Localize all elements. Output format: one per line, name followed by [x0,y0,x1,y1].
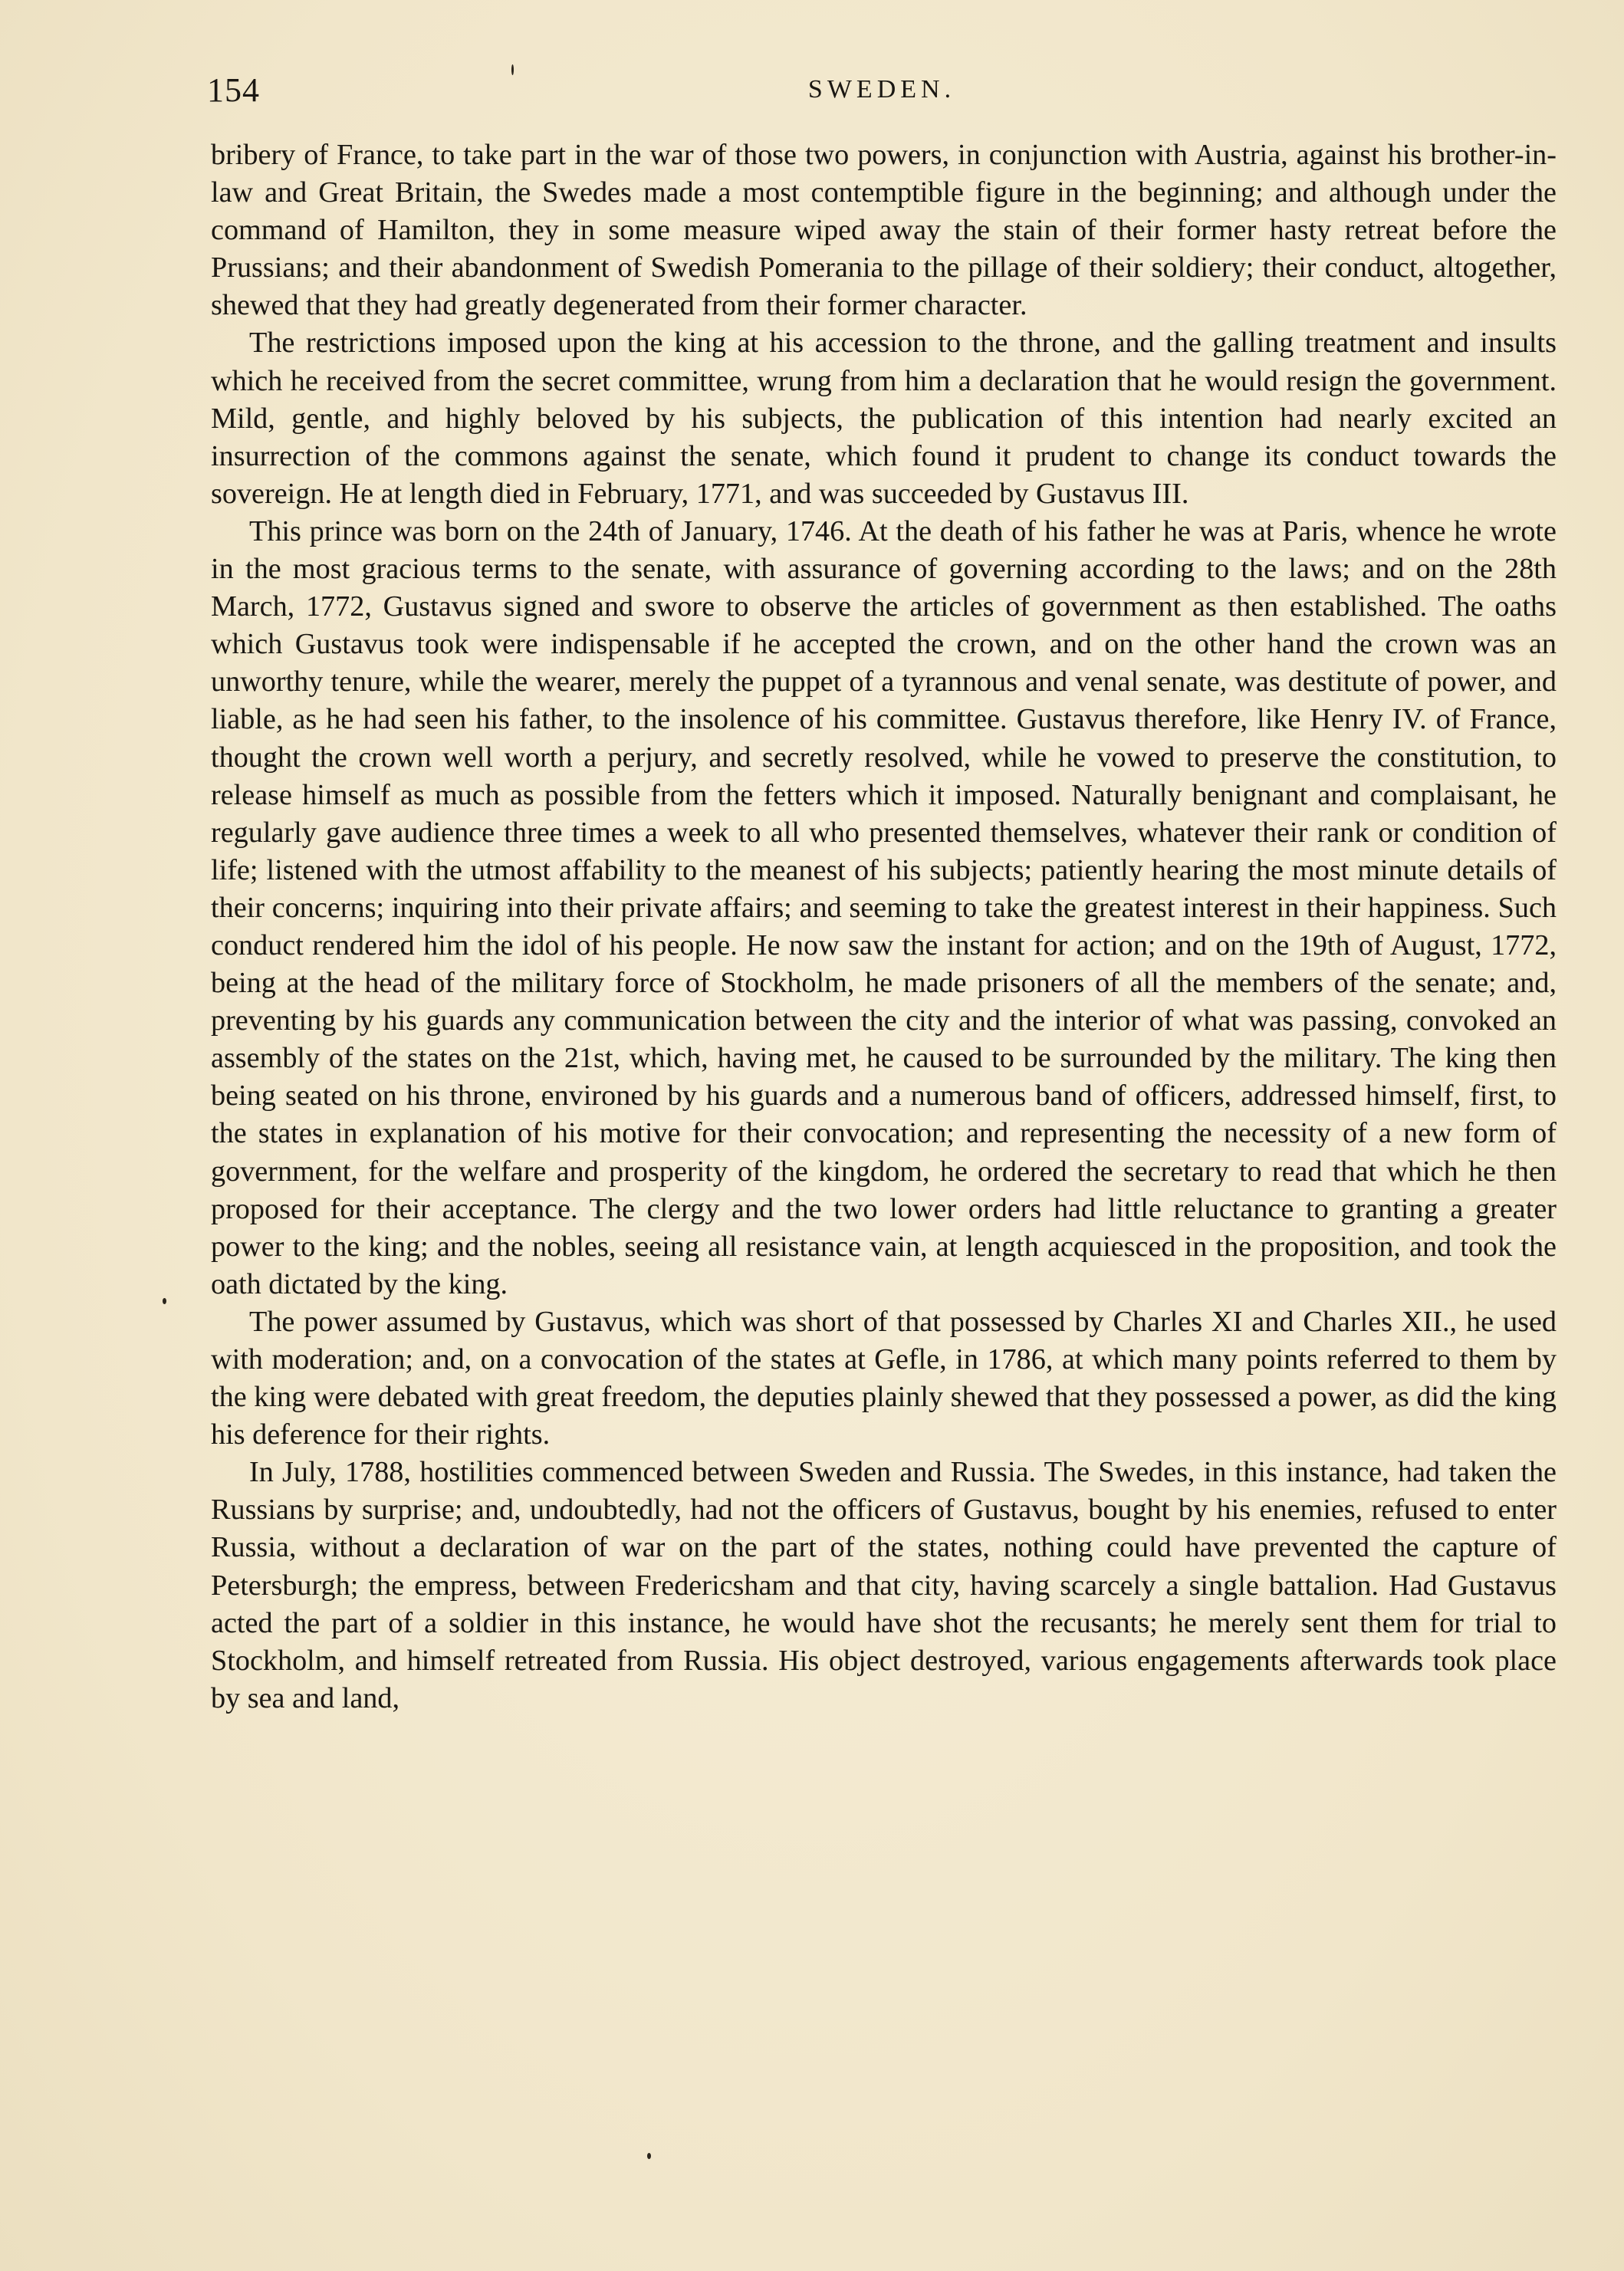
stray-ink-mark [647,2153,651,2159]
paragraph-continued: bribery of France, to take part in the war of those two powers, in conjunction with Austria, against his brother-in-law and Great Britain, the Swedes made a most contemptible figure in the beginning; and although under the command of Hamilton, they in some measure wiped away the stain of their former hasty retreat before the Prussians; and their abandonment of Swedish Pomerania to the pillage of their soldiery; their conduct, altogether, shewed that they had greatly degenerated from their former character. [211,139,1557,322]
paragraph-gustavus-iii: This prince was born on the 24th of January, 1746. At the death of his father he was at Paris, whence he wrote in the most gracious terms to the senate, with assurance of governing according to the laws; and on the 28th March, 1772, Gustavus signed and swore to observe the articles of government as then established. The oaths which Gustavus took were indispensable if he accepted the crown, and on the other hand the crown was an unworthy tenure, while the wearer, merely the puppet of a tyrannous and venal senate, was destitute of power, and liable, as he had seen his father, to the insolence of his committee. Gustavus therefore, like Henry IV. of France, thought the crown well worth a perjury, and secretly resolved, while he vowed to preserve the constitution, to release himself as much as possible from the fetters which it imposed. Naturally benignant and complaisant, he regularly gave audience three times a week to all who presented themselves, whatever their rank or condition of life; listened with the utmost affability to the meanest of his subjects; patiently hearing the most minute details of their concerns; inquiring into their private affairs; and seeming to take the greatest interest in their happiness. Such conduct rendered him the idol of his people. He now saw the instant for action; and on the 19th of August, 1772, being at the head of the military force of Stockholm, he made prisoners of all the members of the senate; and, preventing by his guards any communication between the city and the interior of what was passing, convoked an assembly of the states on the 21st, which, having met, he caused to be surrounded by the military. The king then being seated on his throne, environed by his guards and a numerous band of officers, addressed himself, first, to the states in explanation of his motive for their convocation; and representing the necessity of a new form of government, for the welfare and prosperity of the kingdom, he ordered the secretary to read that which he then proposed for their acceptance. The clergy and the two lower orders had little reluctance to granting a greater power to the king; and the nobles, seeing all resistance vain, at length acquiesced in the proposition, and took the oath dictated by the king. [211,514,1557,1300]
paragraph-restrictions: The restrictions imposed upon the king at his accession to the throne, and the galling treatment and insults which he received from the secret committee, wrung from him a declaration that he would resign the government. Mild, gentle, and highly beloved by his subjects, the publication of this intention had nearly excited an insurrection of the commons against the senate, which found it prudent to change its conduct towards the sovereign. He at length died in February, 1771, and was succeeded by Gustavus III. [211,327,1557,510]
stray-ink-mark [163,1298,166,1304]
body-text [211,136,1557,1717]
paragraph-russian-war: In July, 1788, hostilities commenced between Sweden and Russia. The Swedes, in this instance, had taken the Russians by surprise; and, undoubtedly, had not the officers of Gustavus, bought by his enemies, refused to enter Russia, without a declaration of war on the part of the states, nothing could have prevented the capture of Petersburgh; the empress, between Fredericsham and that city, having scarcely a single battalion. Had Gustavus acted the part of a soldier in this instance, he would have shot the recusants; he merely sent them for trial to Stockholm, and himself retreated from Russia. His object destroyed, various engagements afterwards took place by sea and land, [211,1456,1557,1714]
paragraph-power-assumed: The power assumed by Gustavus, which was short of that possessed by Charles XI and Charles XII., he used with moderation; and, on a convocation of the states at Gefle, in 1786, at which many points referred to them by the king were debated with great freedom, the deputies plainly shewed that they possessed a power, as did the king his deference for their rights. [211,1305,1557,1451]
running-title: SWEDEN. [807,75,956,104]
stray-ink-mark [511,64,514,75]
page-number: 154 [207,71,260,109]
page-header [207,71,1557,117]
